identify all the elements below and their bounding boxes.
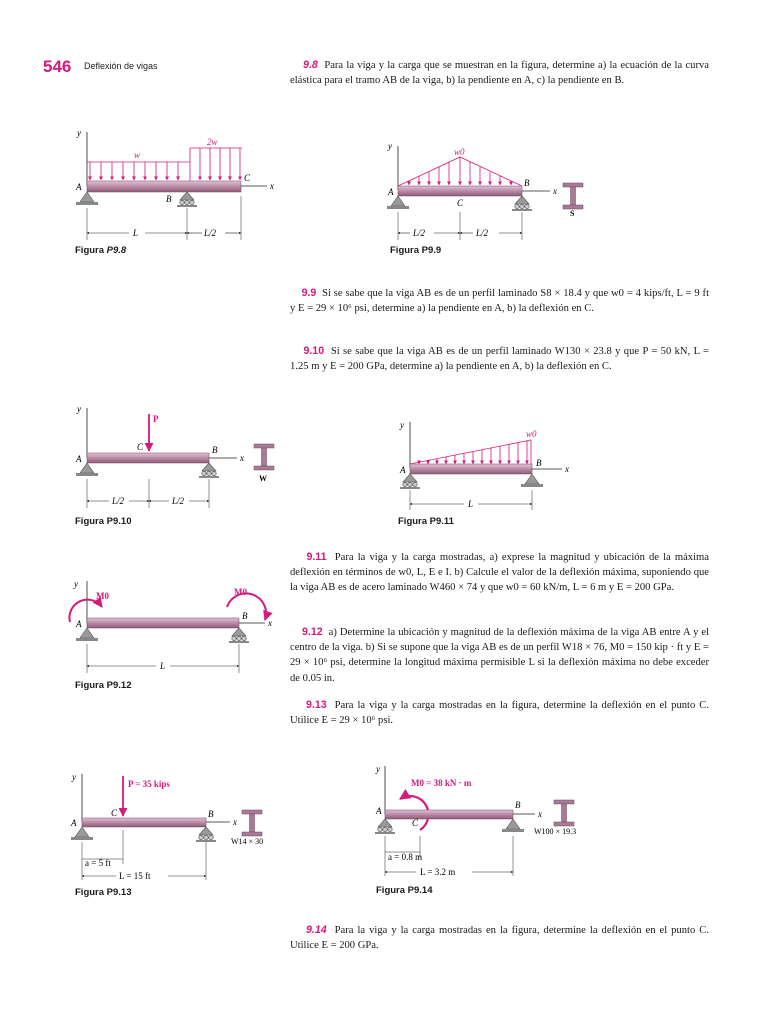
caption-p9-8: Figura P9.8 bbox=[75, 245, 127, 256]
beam bbox=[87, 618, 239, 628]
page-number: 546 bbox=[43, 57, 72, 76]
y-axis-label: y bbox=[400, 420, 404, 430]
dim-left: L/2 bbox=[112, 496, 125, 506]
figure-p9-9 bbox=[378, 138, 598, 246]
problem-text: a) Determine la ubicación y magnitud de la deflexión máxima de la viga AB entre A y el centro de la viga. b) Si se supone que la viga AB es de un perfil W18 × 76, M0 = 150 kip · ft y E = 29 × 10⁶ psi, determine la longitud máxima permisible L si la deflexión máxima no debe exceder de 0.05 in. bbox=[290, 627, 710, 684]
figure-p9-14 bbox=[368, 762, 608, 880]
problem-text: Para la viga y la carga que se muestran en la figura, determine a) la ecuación de la curva elástica para el tramo AB de la viga, b) la pendiente en A, c) la pendiente en B. bbox=[290, 60, 709, 87]
problem-number: 9.10 bbox=[303, 345, 325, 357]
s-section-icon bbox=[563, 183, 583, 209]
beam bbox=[87, 181, 241, 192]
pin-support bbox=[521, 474, 543, 487]
pin-support bbox=[71, 827, 93, 840]
dim-l: L bbox=[468, 499, 474, 509]
roller-support bbox=[196, 827, 216, 842]
dim-l: L = 3.2 m bbox=[420, 867, 456, 877]
moment-label-right: M0 bbox=[234, 587, 247, 597]
running-title: Deflexión de vigas bbox=[84, 61, 158, 71]
problem-number: 9.14 bbox=[306, 924, 327, 936]
point-a: A bbox=[76, 182, 82, 192]
load-label: w0 bbox=[454, 147, 465, 157]
moment-label-left: M0 bbox=[96, 591, 109, 601]
point-c: C bbox=[412, 818, 419, 828]
problem-text: Para la viga y la carga mostradas, a) exprese la magnitud y ubicación de la máxima deflexión en términos de w0, L, E e I. b) Calcule el valor de la deflexión máxima, suponiendo que la viga AB es de acero laminado W460 × 74 y que w0 = 60 kN/m, L = 6 m y E = 200 GPa. bbox=[290, 552, 709, 594]
point-b: B bbox=[242, 611, 248, 621]
figure-p9-12 bbox=[62, 577, 282, 677]
section-label: W100 × 19.3 bbox=[534, 827, 577, 836]
dim-right: L/2 bbox=[172, 496, 185, 506]
point-a: A bbox=[400, 465, 406, 475]
problem-9-13 bbox=[290, 698, 709, 728]
point-c: C bbox=[137, 442, 144, 452]
point-b: B bbox=[515, 800, 521, 810]
x-axis-label: x bbox=[538, 809, 542, 819]
roller-support bbox=[375, 819, 395, 834]
problem-number: 9.8 bbox=[303, 59, 318, 71]
pin-support bbox=[387, 196, 409, 209]
dim-l: L = 15 ft bbox=[119, 871, 151, 881]
w-section-icon bbox=[554, 800, 574, 826]
point-a: A bbox=[376, 806, 382, 816]
beam bbox=[87, 453, 209, 463]
y-axis-label: y bbox=[74, 579, 78, 589]
dim-a: a = 5 ft bbox=[85, 858, 111, 868]
roller-support bbox=[177, 192, 197, 207]
problem-9-10 bbox=[290, 344, 709, 374]
section-label: W bbox=[259, 474, 267, 483]
point-b: B bbox=[208, 809, 214, 819]
problem-text: Para la viga y la carga mostradas en la figura, determine la deflexión en el punto C. Utilice E = 200 GPa. bbox=[290, 925, 710, 952]
figure-p9-8 bbox=[62, 124, 292, 249]
problem-text: Si se sabe que la viga AB es de un perfil laminado W130 × 23.8 y que P = 50 kN, L = 1.25 m y E = 200 GPa, determine a) la pendiente en A, b) la deflexión en C. bbox=[290, 346, 709, 373]
dim-l: L bbox=[133, 228, 139, 238]
problem-text: Si se sabe que la viga AB es de un perfil laminado S8 × 18.4 y que w0 = 4 kips/ft, L = 9 ft y E = 29 × 10⁶ psi, determine a) la pendiente en A, b) la deflexión en C. bbox=[290, 288, 710, 315]
point-c: C bbox=[111, 808, 118, 818]
y-axis-label: y bbox=[72, 772, 76, 782]
caption-p9-13: Figura P9.13 bbox=[75, 887, 132, 898]
dim-a: a = 0.8 m bbox=[388, 852, 423, 862]
load-label: w0 bbox=[526, 429, 537, 439]
x-axis-label: x bbox=[553, 186, 557, 196]
problem-number: 9.13 bbox=[306, 699, 327, 711]
problem-9-11 bbox=[290, 550, 709, 596]
caption-p9-11: Figura P9.11 bbox=[398, 516, 454, 527]
problem-9-14 bbox=[290, 923, 709, 953]
section-label: W14 × 30 bbox=[231, 837, 264, 846]
problem-9-8 bbox=[290, 58, 709, 88]
point-a: A bbox=[71, 818, 77, 828]
y-axis-label: y bbox=[388, 141, 392, 151]
figure-p9-10 bbox=[62, 404, 290, 516]
load-label-2w: 2w bbox=[207, 137, 218, 147]
point-b: B bbox=[212, 445, 218, 455]
w-section-icon bbox=[242, 810, 262, 836]
beam bbox=[82, 818, 206, 827]
beam bbox=[385, 810, 513, 819]
problem-number: 9.12 bbox=[302, 626, 323, 638]
x-axis-label: x bbox=[565, 464, 569, 474]
x-axis-label: x bbox=[270, 181, 274, 191]
problem-text: Para la viga y la carga mostradas en la figura, determine la deflexión en el punto C. Utilice E = 29 × 10⁶ psi. bbox=[290, 700, 710, 727]
caption-p9-10: Figura P9.10 bbox=[75, 516, 132, 527]
point-a: A bbox=[388, 187, 394, 197]
load-label: P = 35 kips bbox=[128, 779, 170, 789]
caption-p9-12: Figura P9.12 bbox=[75, 680, 132, 691]
figure-p9-11 bbox=[390, 418, 590, 514]
x-axis-label: x bbox=[268, 618, 272, 628]
w-section-icon bbox=[254, 444, 274, 470]
point-a: A bbox=[76, 454, 82, 464]
pin-support bbox=[76, 192, 98, 205]
figure-p9-13 bbox=[62, 770, 290, 882]
section-label: S bbox=[570, 209, 575, 218]
beam bbox=[410, 464, 532, 474]
pin-support bbox=[502, 819, 524, 832]
problem-9-9 bbox=[290, 286, 709, 316]
load-label-w: w bbox=[134, 150, 141, 160]
y-axis-label: y bbox=[77, 404, 81, 414]
x-axis-label: x bbox=[240, 453, 244, 463]
x-axis-label: x bbox=[233, 817, 237, 827]
point-b: B bbox=[524, 178, 530, 188]
dim-right: L/2 bbox=[476, 228, 489, 238]
pin-support bbox=[76, 463, 98, 476]
point-b: B bbox=[166, 194, 172, 204]
dim-left: L/2 bbox=[413, 228, 426, 238]
problem-9-12 bbox=[290, 625, 709, 686]
load-label: P bbox=[153, 414, 159, 424]
roller-support bbox=[400, 474, 420, 489]
dim-l: L bbox=[160, 661, 166, 671]
roller-support bbox=[229, 628, 249, 643]
y-axis-label: y bbox=[376, 764, 380, 774]
point-c: C bbox=[244, 173, 251, 183]
roller-support bbox=[199, 463, 219, 478]
caption-p9-14: Figura P9.14 bbox=[376, 885, 433, 896]
problem-number: 9.9 bbox=[301, 287, 317, 299]
problem-number: 9.11 bbox=[306, 551, 327, 563]
pin-support bbox=[76, 628, 98, 641]
roller-support bbox=[512, 196, 532, 211]
point-c: C bbox=[457, 198, 464, 208]
y-axis-label: y bbox=[77, 128, 81, 138]
point-b: B bbox=[536, 458, 542, 468]
moment-label: M0 = 38 kN · m bbox=[411, 778, 472, 788]
caption-p9-9: Figura P9.9 bbox=[390, 245, 442, 256]
beam bbox=[398, 186, 522, 196]
point-a: A bbox=[76, 619, 82, 629]
dim-l-half: L/2 bbox=[204, 228, 217, 238]
